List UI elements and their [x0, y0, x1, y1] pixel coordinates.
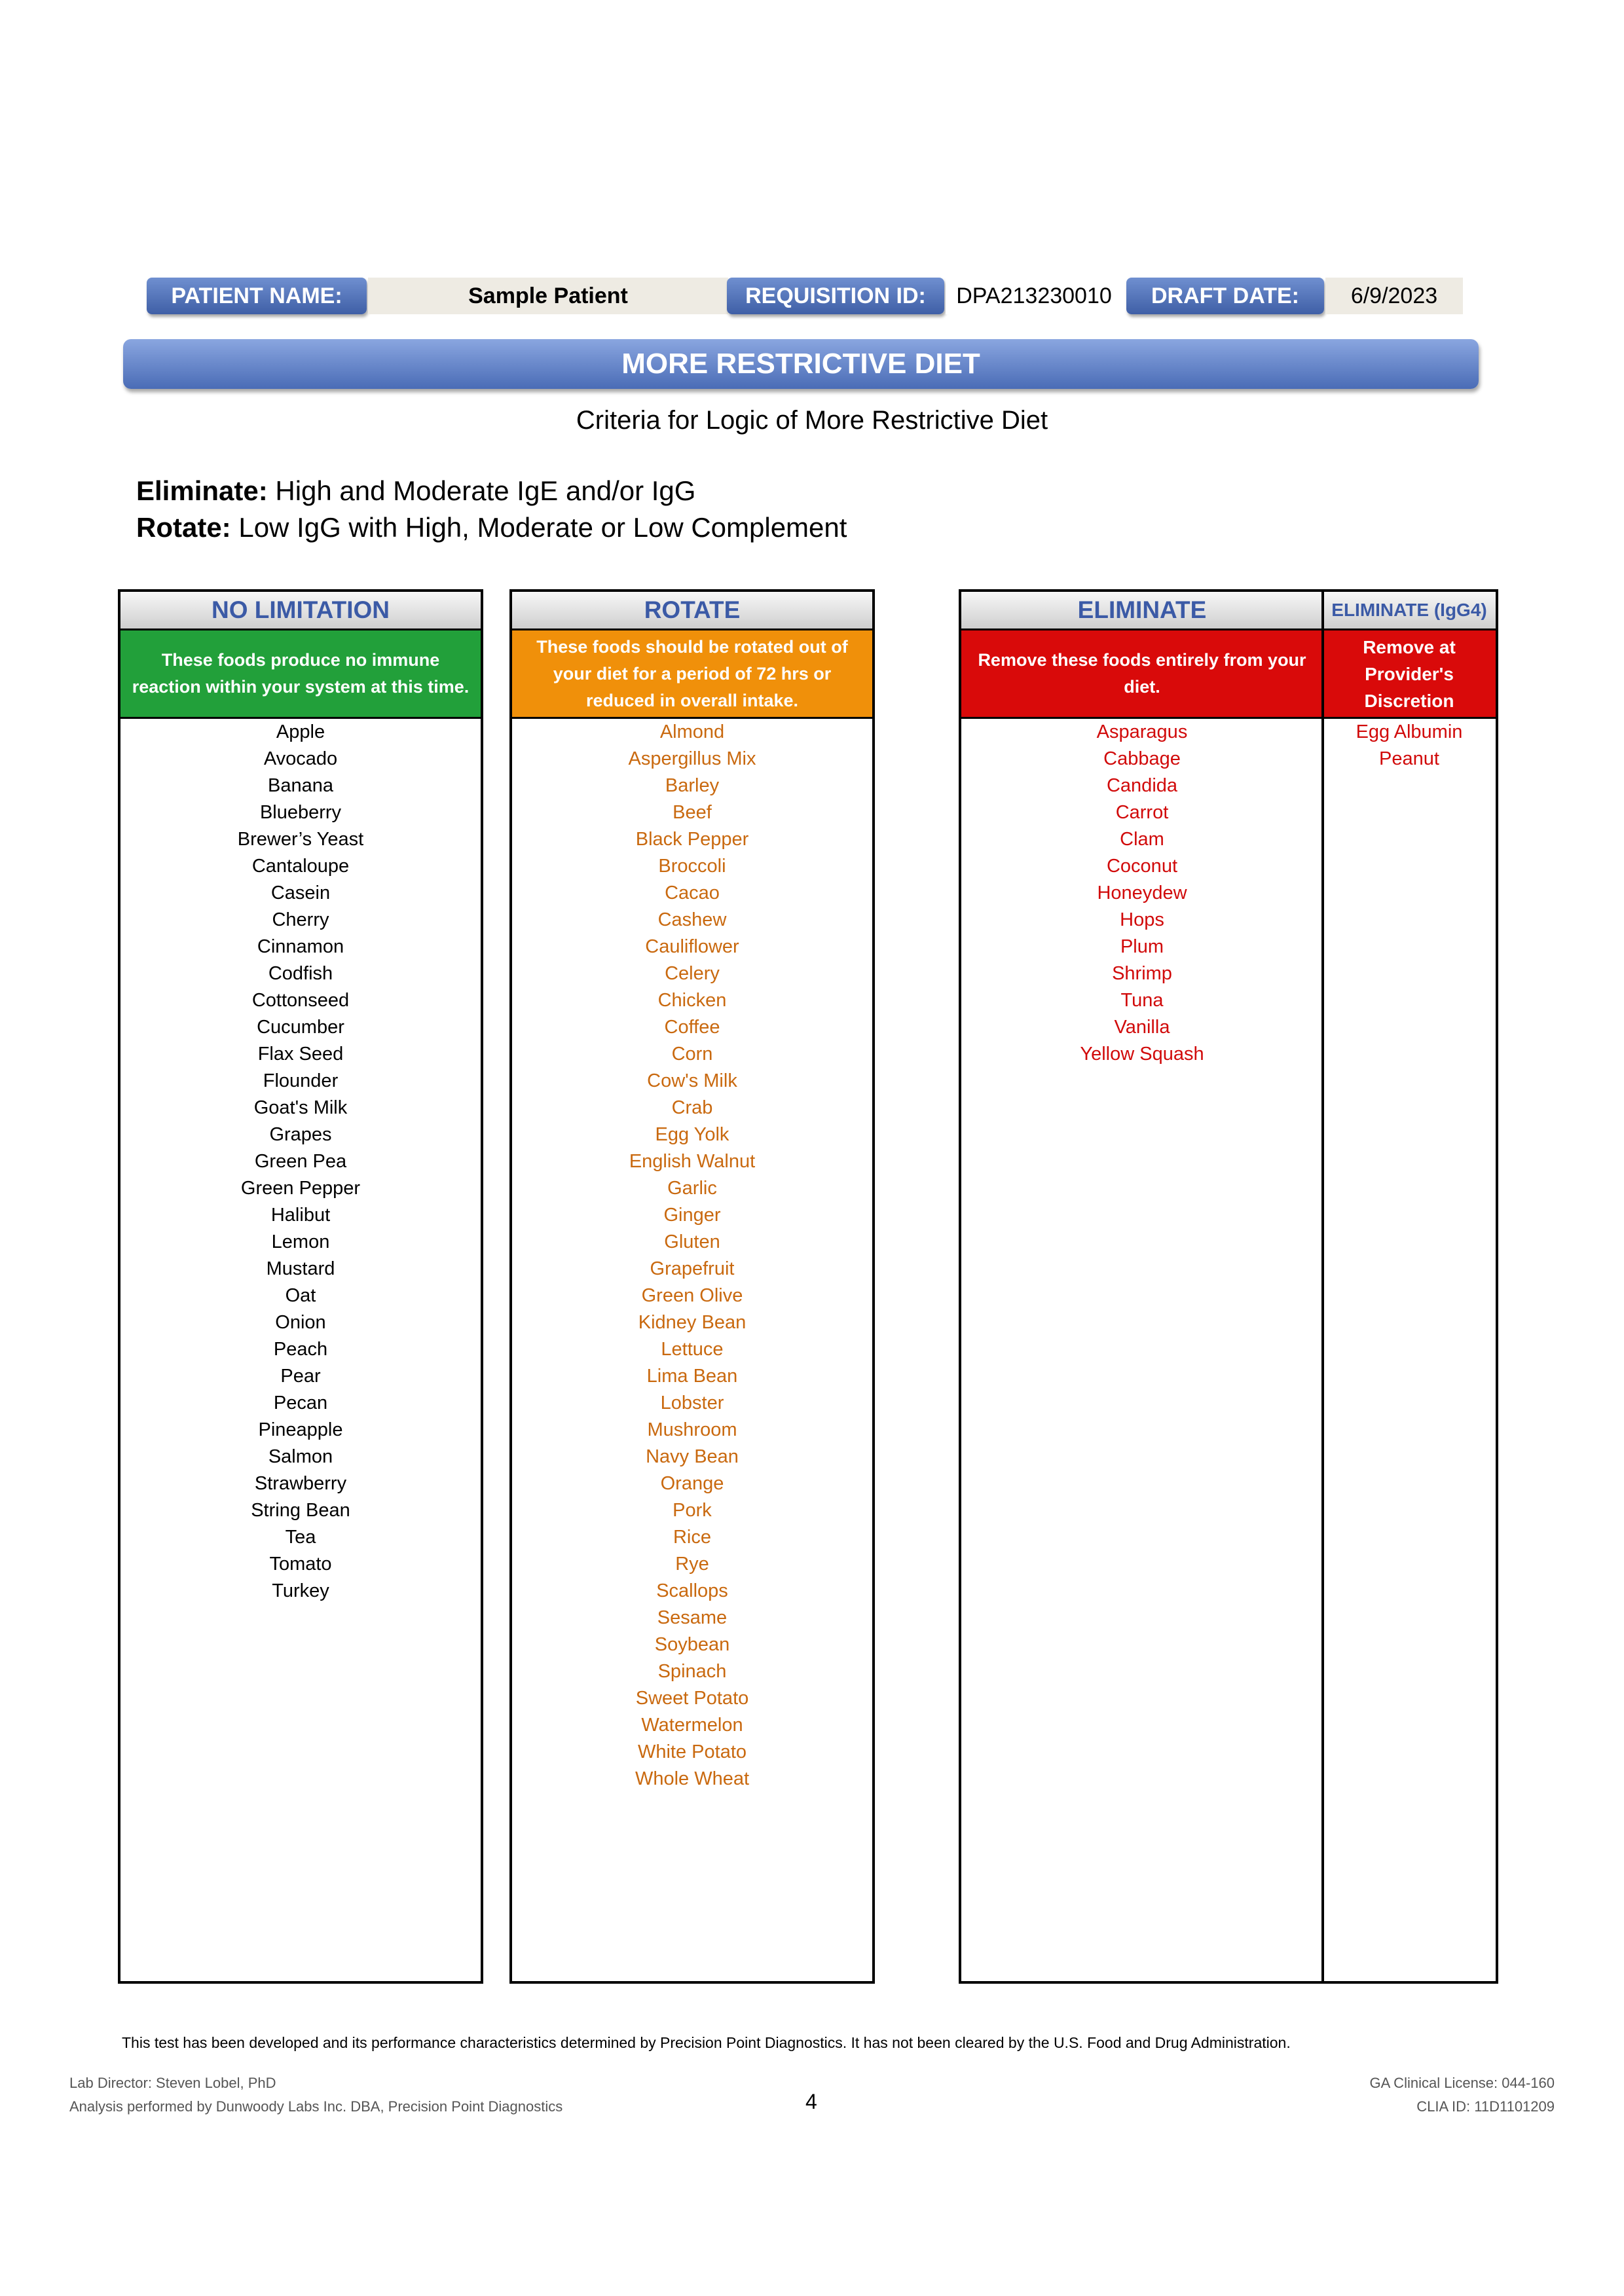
rotate-item: Mushroom: [647, 1419, 737, 1440]
rotate-item: Coffee: [664, 1017, 720, 1038]
no-limitation-item: Brewer’s Yeast: [237, 829, 364, 850]
no-limitation-item: Peach: [273, 1339, 328, 1360]
footer-right: [1370, 2071, 1555, 2119]
no-limitation-item: Cinnamon: [257, 936, 344, 957]
rotate-item: Aspergillus Mix: [628, 748, 756, 769]
eliminate-header: ELIMINATE: [961, 592, 1323, 630]
rotate-header: ROTATE: [512, 592, 872, 630]
no-limitation-item: Pecan: [273, 1393, 328, 1413]
eliminate-item: Vanilla: [1114, 1017, 1170, 1038]
no-limitation-description: These foods produce no immune reaction within your system at this time.: [120, 630, 481, 719]
rotate-item: Pork: [673, 1500, 712, 1521]
no-limitation-list: [120, 719, 481, 1605]
rotate-item: Navy Bean: [646, 1446, 739, 1467]
no-limitation-item: Tea: [285, 1527, 316, 1548]
no-limitation-item: Cucumber: [257, 1017, 344, 1038]
eliminate-description: Remove these foods entirely from your diet.: [961, 630, 1323, 719]
eliminate-item: Coconut: [1106, 856, 1177, 877]
no-limitation-item: Cottonseed: [251, 990, 350, 1011]
rotate-criteria-text: Low IgG with High, Moderate or Low Complement: [231, 512, 847, 543]
rotate-item: Cow's Milk: [647, 1070, 737, 1091]
no-limitation-item: Pear: [280, 1366, 321, 1387]
rotate-item: Corn: [671, 1044, 713, 1065]
no-limitation-column: [118, 589, 483, 1984]
eliminate-item: Yellow Squash: [1080, 1044, 1204, 1065]
rotate-item: Almond: [659, 721, 725, 742]
no-limitation-item: Banana: [268, 775, 333, 796]
rotate-item: Scallops: [656, 1580, 728, 1601]
eliminate-item: Carrot: [1115, 802, 1169, 823]
no-limitation-item: Green Pea: [254, 1151, 347, 1172]
eliminate-item: Asparagus: [1096, 721, 1188, 742]
rotate-column: [509, 589, 875, 1984]
rotate-item: Ginger: [663, 1205, 721, 1226]
eliminate-igg4-list: [1323, 719, 1496, 773]
rotate-item: Lettuce: [661, 1339, 724, 1360]
no-limitation-header: NO LIMITATION: [120, 592, 481, 630]
rotate-item: Chicken: [657, 990, 727, 1011]
rotate-criteria: [136, 512, 847, 543]
no-limitation-item: Codfish: [268, 963, 333, 984]
footer-left: [69, 2071, 563, 2119]
rotate-list: [512, 719, 872, 1793]
rotate-item: Rice: [673, 1527, 711, 1548]
no-limitation-item: Cherry: [272, 909, 329, 930]
no-limitation-item: Avocado: [263, 748, 338, 769]
no-limitation-item: Lemon: [271, 1231, 330, 1252]
rotate-item: Gluten: [664, 1231, 720, 1252]
no-limitation-item: Grapes: [269, 1124, 332, 1145]
draft-date-label: DRAFT DATE:: [1126, 278, 1324, 314]
eliminate-criteria: [136, 475, 695, 507]
eliminate-igg4-header: ELIMINATE (IgG4): [1323, 592, 1496, 630]
clinical-license: GA Clinical License: 044-160: [1369, 2075, 1555, 2091]
rotate-item: Celery: [665, 963, 720, 984]
lab-director: Lab Director: Steven Lobel, PhD: [69, 2075, 276, 2091]
rotate-item: Lobster: [660, 1393, 724, 1413]
requisition-id-label: REQUISITION ID:: [727, 278, 944, 314]
rotate-item: Sweet Potato: [635, 1688, 749, 1709]
no-limitation-item: Tomato: [269, 1554, 332, 1575]
patient-name-value: Sample Patient: [368, 278, 728, 314]
rotate-criteria-label: Rotate:: [136, 512, 231, 543]
rotate-item: Rye: [675, 1554, 709, 1575]
requisition-id-value: DPA213230010: [946, 278, 1122, 314]
eliminate-criteria-text: High and Moderate IgE and/or IgG: [267, 475, 696, 506]
eliminate-column-divider: [1321, 592, 1324, 1981]
eliminate-list: [961, 719, 1323, 1068]
rotate-item: Lima Bean: [646, 1366, 738, 1387]
no-limitation-item: Green Pepper: [240, 1178, 361, 1199]
no-limitation-item: Mustard: [266, 1258, 335, 1279]
rotate-item: Cauliflower: [645, 936, 739, 957]
eliminate-criteria-label: Eliminate:: [136, 475, 268, 506]
eliminate-item: Cabbage: [1103, 748, 1181, 769]
rotate-item: Crab: [671, 1097, 713, 1118]
analysis-credit: Analysis performed by Dunwoody Labs Inc. DBA, Precision Point Diagnostics: [69, 2098, 563, 2115]
rotate-item: Cacao: [665, 883, 720, 903]
no-limitation-item: Turkey: [272, 1580, 329, 1601]
eliminate-item: Clam: [1120, 829, 1164, 850]
no-limitation-item: Strawberry: [254, 1473, 347, 1494]
clia-id: CLIA ID: 11D1101209: [1416, 2098, 1555, 2115]
rotate-item: Grapefruit: [650, 1258, 735, 1279]
rotate-item: Soybean: [654, 1634, 730, 1655]
rotate-item: Cashew: [657, 909, 727, 930]
diet-title-banner: MORE RESTRICTIVE DIET: [123, 339, 1479, 389]
no-limitation-item: Flax Seed: [257, 1044, 344, 1065]
draft-date-value: 6/9/2023: [1325, 278, 1463, 314]
no-limitation-item: Casein: [270, 883, 331, 903]
rotate-item: Whole Wheat: [635, 1768, 750, 1789]
eliminate-item: Tuna: [1120, 990, 1164, 1011]
rotate-item: Black Pepper: [635, 829, 749, 850]
no-limitation-item: Blueberry: [259, 802, 342, 823]
eliminate-igg4-item: Peanut: [1379, 748, 1439, 769]
rotate-item: Green Olive: [641, 1285, 743, 1306]
no-limitation-item: Oat: [285, 1285, 316, 1306]
no-limitation-item: Flounder: [263, 1070, 339, 1091]
rotate-item: Garlic: [667, 1178, 717, 1199]
no-limitation-item: Cantaloupe: [251, 856, 350, 877]
eliminate-item: Shrimp: [1112, 963, 1172, 984]
no-limitation-item: Onion: [275, 1312, 326, 1333]
no-limitation-item: Salmon: [268, 1446, 333, 1467]
no-limitation-item: Goat's Milk: [253, 1097, 348, 1118]
rotate-description: These foods should be rotated out of your diet for a period of 72 hrs or reduced in overall intake.: [512, 630, 872, 719]
rotate-item: Sesame: [657, 1607, 728, 1628]
rotate-item: Barley: [665, 775, 720, 796]
fda-disclaimer: This test has been developed and its performance characteristics determined by Precision Point Diagnostics. It has not been cleared by the U.S. Food and Drug Administration.: [122, 2034, 1291, 2051]
rotate-item: Kidney Bean: [638, 1312, 747, 1333]
eliminate-item: Hops: [1120, 909, 1164, 930]
eliminate-item: Candida: [1106, 775, 1178, 796]
rotate-item: Egg Yolk: [655, 1124, 729, 1145]
rotate-item: Beef: [673, 802, 712, 823]
page-number: 4: [805, 2090, 817, 2113]
rotate-item: Spinach: [657, 1661, 727, 1682]
rotate-item: Orange: [660, 1473, 724, 1494]
eliminate-table: [959, 589, 1498, 1984]
eliminate-item: Plum: [1120, 936, 1164, 957]
eliminate-igg4-description: Remove at Provider's Discretion: [1323, 630, 1496, 719]
rotate-item: White Potato: [637, 1741, 747, 1762]
rotate-item: Broccoli: [658, 856, 726, 877]
rotate-item: English Walnut: [629, 1151, 756, 1172]
rotate-item: Watermelon: [641, 1715, 743, 1736]
criteria-subtitle: Criteria for Logic of More Restrictive Diet: [576, 406, 1048, 435]
no-limitation-item: Apple: [276, 721, 325, 742]
no-limitation-item: Halibut: [270, 1205, 331, 1226]
patient-name-label: PATIENT NAME:: [147, 278, 367, 314]
no-limitation-item: String Bean: [251, 1500, 350, 1521]
no-limitation-item: Pineapple: [258, 1419, 343, 1440]
eliminate-item: Honeydew: [1097, 883, 1187, 903]
eliminate-igg4-item: Egg Albumin: [1356, 721, 1463, 742]
